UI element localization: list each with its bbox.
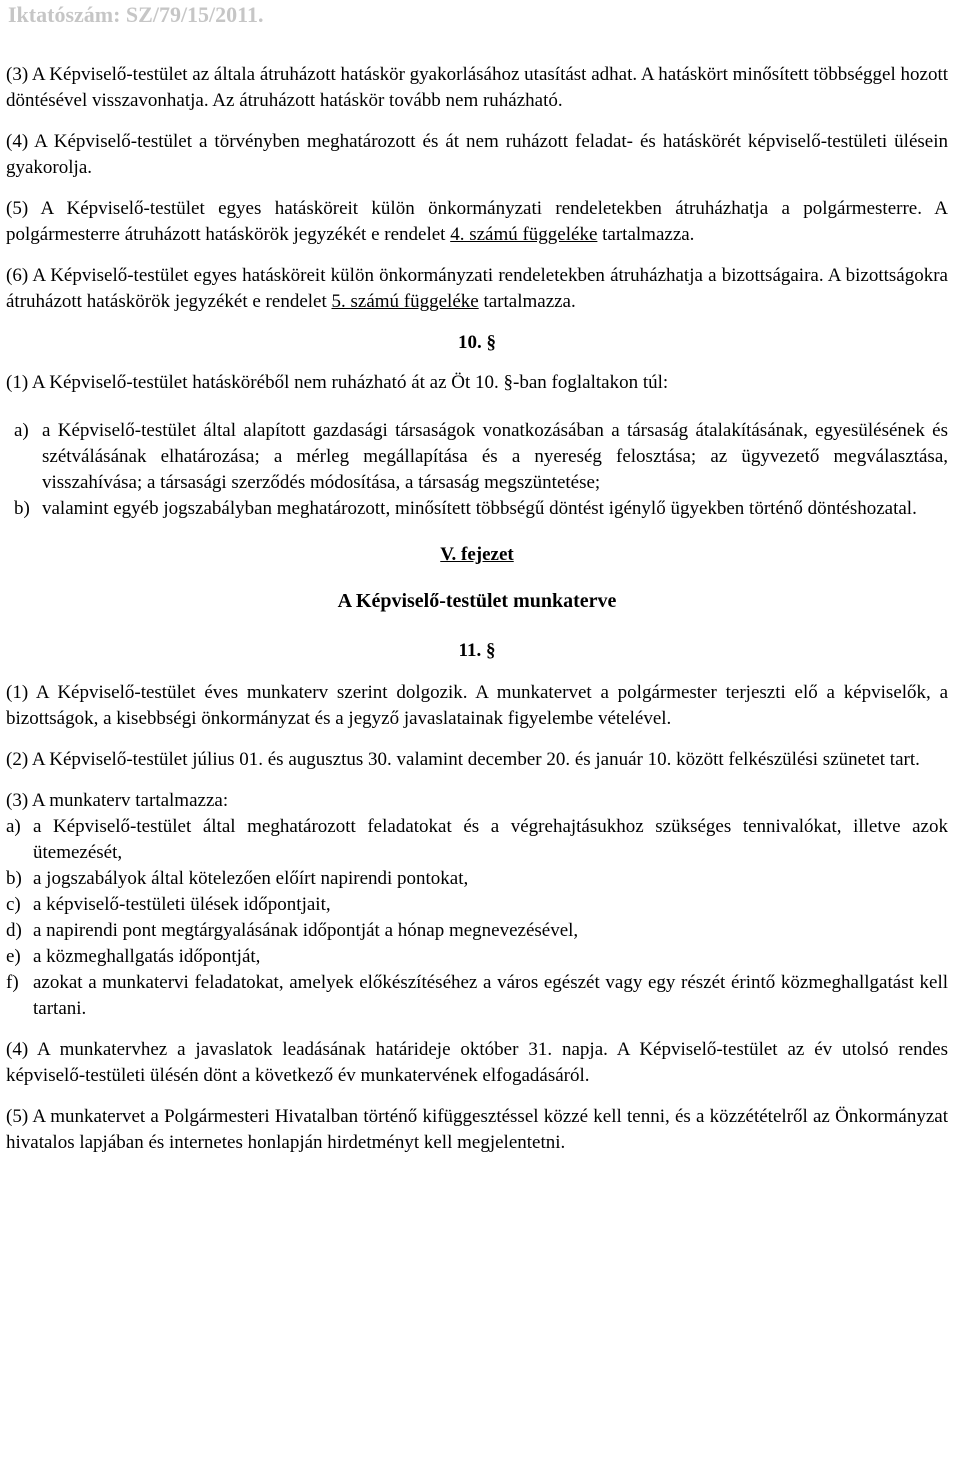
list-item-text: a Képviselő-testület által alapított gazdasági társaságok vonatkozásában a társaság átalakításának, egyesülésének és szétválásának elhatározása; a mérleg megállapítása és a nyereség felosztása; az ügyvezető megválasztása, visszahívása; a társasági szerződés módosítása, a társaság megszüntetése;	[42, 420, 948, 493]
section-10-intro: (1) A Képviselő-testület hatásköréből nem ruházható át az Öt 10. §-ban foglaltakon túl:	[6, 372, 669, 393]
list-item	[6, 944, 948, 970]
appendix-4-link[interactable]: 4. számú függeléke	[450, 224, 598, 245]
section-11-paragraph-1: (1) A Képviselő-testület éves munkaterv szerint dolgozik. A munkatervet a polgármester terjeszti elő a képviselők, a bizottságok, a kisebbségi önkormányzat és a jegyző javaslatainak figyelembe vételével.	[6, 682, 948, 729]
list-marker: e)	[6, 946, 21, 967]
list-item	[6, 918, 948, 944]
section-11-paragraph-4: (4) A munkatervhez a javaslatok leadásának határideje október 31. napja. A Képviselő-testület az év utolsó rendes képviselő-testületi ülésén dönt a következő év munkatervének elfogadásáról.	[6, 1039, 948, 1086]
list-item-text: a jogszabályok által kötelezően előírt napirendi pontokat,	[33, 868, 469, 889]
paragraph-5-text: (5) A Képviselő-testület egyes hatásköreit külön önkormányzati rendeletekben átruházhatja a polgármesterre. A polgármesterre átruházott hatáskörök jegyzékét e rendelet	[6, 198, 948, 245]
list-marker: d)	[6, 920, 22, 941]
list-item-text: a Képviselő-testület által meghatározott feladatokat és a végrehajtásukhoz szükséges tennivalókat, illetve azok ütemezését,	[33, 816, 948, 863]
list-item-text: a napirendi pont megtárgyalásának időpontját a hónap megnevezésével,	[33, 920, 579, 941]
paragraph-6-text: (6) A Képviselő-testület egyes hatásköreit külön önkormányzati rendeletekben átruházhatja a bizottságaira. A bizottságokra átruházott hatáskörök jegyzékét e rendelet	[6, 265, 948, 312]
list-marker: a)	[14, 420, 29, 441]
paragraph-6	[6, 263, 948, 315]
paragraph-6-tail: tartalmazza.	[478, 291, 576, 312]
paragraph-5	[6, 196, 948, 248]
chapter-title: A Képviselő-testület munkaterve	[337, 590, 617, 612]
section-11-heading: 11. §	[458, 640, 496, 661]
list-marker: c)	[6, 894, 21, 915]
list-marker: f)	[6, 972, 19, 993]
list-item-text: valamint egyéb jogszabályban meghatározott, minősített többségű döntést igénylő ügyekben történő döntéshozatal.	[42, 498, 917, 519]
chapter-number: V. fejezet	[440, 544, 514, 565]
section-10-list	[6, 418, 948, 522]
section-11-list	[6, 814, 948, 1022]
document-body	[6, 62, 948, 1171]
paragraph-3: (3) A Képviselő-testület az általa átruházott hatáskör gyakorlásához utasítást adhat. A hatáskört minősített többséggel hozott döntésével visszavonhatja. Az átruházott hatáskör tovább nem ruházható.	[6, 64, 948, 111]
list-item	[6, 814, 948, 866]
list-item-text: a közmeghallgatás időpontját,	[33, 946, 261, 967]
section-11-paragraph-5: (5) A munkatervet a Polgármesteri Hivatalban történő kifüggesztéssel közzé kell tenni, és a közzétételről az Önkormányzat hivatalos lapjában és internetes honlapján hirdetményt kell megjelentetni.	[6, 1106, 948, 1153]
list-marker: b)	[14, 498, 30, 519]
list-item	[6, 496, 948, 522]
list-marker: b)	[6, 868, 22, 889]
list-item-text: azokat a munkatervi feladatokat, amelyek előkészítéséhez a város egészét vagy egy részét érintő közmeghallgatást kell tartani.	[33, 972, 948, 1019]
section-10-heading: 10. §	[458, 332, 496, 353]
section-11-paragraph-3-intro: (3) A munkaterv tartalmazza:	[6, 790, 229, 811]
list-marker: a)	[6, 816, 21, 837]
section-11-paragraph-2: (2) A Képviselő-testület július 01. és augusztus 30. valamint december 20. és január 10. között felkészülési szünetet tart.	[6, 749, 920, 770]
list-item-text: a képviselő-testületi ülések időpontjait,	[33, 894, 331, 915]
list-item	[6, 970, 948, 1022]
paragraph-4: (4) A Képviselő-testület a törvényben meghatározott és át nem ruházott feladat- és hatáskörét képviselő-testületi ülésein gyakorolja.	[6, 131, 948, 178]
registry-number-header: Iktatószám: SZ/79/15/2011.	[8, 2, 264, 27]
paragraph-5-tail: tartalmazza.	[597, 224, 695, 245]
appendix-5-link[interactable]: 5. számú függeléke	[331, 291, 479, 312]
list-item	[6, 892, 948, 918]
list-item	[6, 418, 948, 496]
list-item	[6, 866, 948, 892]
